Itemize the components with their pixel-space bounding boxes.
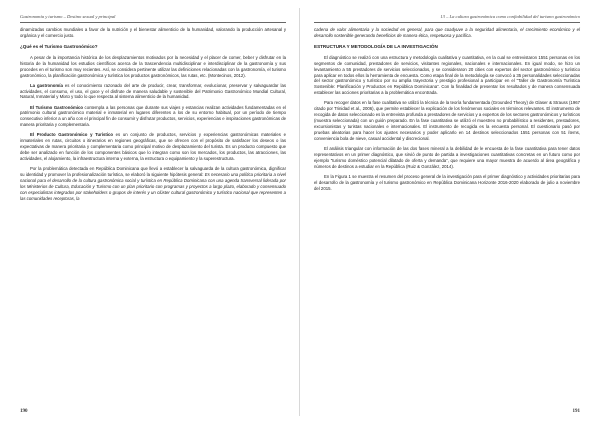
hypothesis-text: Es necesario una política prioritaria a nivel nacional para el desarrollo de la cultura gastronómica social y turística en República Dominicana con una agenda transversal liderada por los Ministerios de Cultura, Educación y Turismo con un plan prioritario con programas y proyectos a largo plazo, elaborado y consensuado con especialistas integrados por stakeholders o grupos de interés y un clúster cultural gastronómico y turístico nacional que representen a las comunidades receptoras, la	[20, 171, 286, 201]
paragraph	[20, 83, 286, 101]
paragraph: A pesar de la importancia histórica de los desplazamientos motivados por la necesidad y el placer de comer, beber y disfrutar en la historia de la humanidad los estudios científicos acerca de la trascendencia multidisciplinar e interdisciplinar de la gastronomía y sus procedes en el turismo son muy recientes. Así, se considera pertinente utilizar las definiciones relacionadas con la gastronomía, el turismo gastronómico, la planificación gastronómica y turística los productos gastronómicos, las rutas, etc. (Montecinos, 2012).	[20, 54, 286, 78]
page-number-right: 191	[572, 409, 580, 414]
paragraph: cadena de valor alimentaria y la sociedad en general, para que coadyuve a la seguridad alimentaria, el crecimiento económico y el desarrollo sostenible generando beneficios de manera ética, respetuosa y pacífica.	[314, 27, 580, 38]
running-header-left: Gastronomía y turismo – Destino sexual y principal	[20, 14, 286, 23]
paragraph	[20, 132, 286, 162]
term-gastronomia: La gastronomía	[30, 82, 63, 88]
paragraph-text: Por la problemática detectada en República Dominicana que llevó a establecer la salvaguarda de la cultura gastronómica, dignificar su identidad y promover la profesionalización turística, se elaboró la siguiente hipótesis general:	[20, 166, 286, 177]
paragraph: Para recoger datos en la fase cualitativa se utilizó la técnica de la teoría fundamentada (Grounded Theory) de Glaser & Strauss (1967 citado por Trinidad et al., 2006), que permite establecer la explicación de los fenómenos sociales en términos relevantes. El instrumento de recogida de datos seleccionado es la entrevista profunda a prestadores de servicios y a expertos de los sectores gastronómicos y turísticos (muestra seleccionada) con un guión preparado. En la fase cuantitativa se utilizó el muestreo no probabilístico a residentes, prestadores, excursionistas y turistas nacionales e internacionales. El instrumento de recogida es la encuesta personal. El cuestionario pasó por pruebas aleatorias para hacer los ajustes necesarios y poder aplicarlo en 14 destinos seleccionados 1551 personas con 51 ítems, conveniencia bola de nieve, casual accidental y discrecional.	[314, 100, 580, 141]
paragraph: En la Figura 1 se muestra el resumen del proceso general de la investigación para el primer diagnóstico y actividades prioritarias para el desarrollo de la gastronomía y el turismo gastronómico en República Dominicana Horizonte 2016-2020 elaborado de julio a noviembre del 2015.	[314, 173, 580, 191]
paragraph: El diagnóstico se realizó con una estructura y metodología cualitativa y cuantitativa, en la cual se entrevistaron 1551 personas en los segmentos de comunidad, prestadores de servicios, visitantes regionales, nacionales e internacionales. En igual modo, se hizo un levantamiento a 55 prestadores de servicios seleccionados, y se consideraron 20 cities con expertos del sector gastronómico y turístico para aplicar en todos ellos la herramienta de encuesta. Como etapa final de la metodología se convocó a 35 personalidades seleccionadas del sector gastronómico y turístico por su amplia trayectoria y prestigio profesional a participar en el “Taller de Gastronomía Turística Sostenible: Planificación y Productos en República Dominicana”. Con la finalidad de presentar los resultados y de manera consensuada establecer las acciones prioritarias a la problemática encontrada.	[314, 54, 580, 96]
section-heading: ¿Qué es el Turismo Gastronómico?	[20, 43, 98, 49]
paragraph-text: es el conocimiento razonado del arte de producir, crear, transformar, evolucionar, preservar y salvaguardar las actividades, el consumo, el uso, el goce y el disfrute de manera saludable y sostenible del Patrimonio Gastronómico Mundial Cultural, Natural, Inmaterial y Mixto y todo lo que respecta al sistema alimenticio de la humanidad.	[20, 82, 286, 100]
paragraph-text: es un conjunto de productos, servicios y experiencias gastronómicas materiales e inmateriales en rutas, circuitos o itinerarios en regiones geográficas, que se ofrecen con el propósito de satisfacer los deseos o las expectativas de manera prioritaria y complementaria como principal motivo de desplazamiento del turista. Es un producto compuesto que debe ser analizado en función de los componentes básicos que lo integran como son los mercados, los productos, las atracciones, las actividades, el alojamiento, la infraestructura interna y externa, la estructura o equipamiento y la superestructura.	[20, 132, 286, 161]
running-header-right: 13 – La cultura gastronómica como confiabilidad del turismo gastronómico	[314, 14, 580, 23]
paragraph-text: contempla a las personas que durante sus viajes y estancias realizan actividades fundamentadas en el patrimonio cultural gastronómico material e inmaterial en lugares diferentes a los de su entorno habitual, por un período de tiempo consecutivo inferior a un año con el principal fin de consumir y disfrutar productos, servicios, experiencias e inspiraciones gastronómicas de manera prioritaria y complementaria.	[20, 104, 286, 128]
paragraph	[20, 166, 286, 201]
right-page	[300, 0, 600, 424]
left-page-body	[20, 27, 286, 202]
right-page-body	[314, 27, 580, 191]
term-turismo-gastronomico: El Turismo Gastronómico	[30, 104, 83, 110]
paragraph: El análisis triangular con información de las dos fases mineral a la debilidad de le encuesta de la fase cuantitativa para tener datos representativos en un primer diagnóstico, que sirvió de punto de partida a investigaciones cuantitativas concretas en un futuro como por ejemplo “turismo doméstico potencial dilatado de oferta y demanda”, que requiere una mayor muestra de acuerdo al área geográfica y números de destinos a estudiar en la República (Ruiz & González, 2014).	[314, 145, 580, 169]
paragraph: dinamizadas cambios mundiales a favor de la nutrición y el bienestar alimenticio de la humanidad, valorando la producción artesanal y orgánica y el comercio justo.	[20, 27, 286, 38]
term-producto-gastronomico: El Producto Gastronómico y Turístico	[30, 132, 113, 138]
section-heading: ESTRUCTURA Y METODOLOGÍA DE LA INVESTIGACIÓN	[314, 43, 438, 49]
page-number-left: 190	[20, 409, 28, 414]
paragraph	[20, 105, 286, 129]
